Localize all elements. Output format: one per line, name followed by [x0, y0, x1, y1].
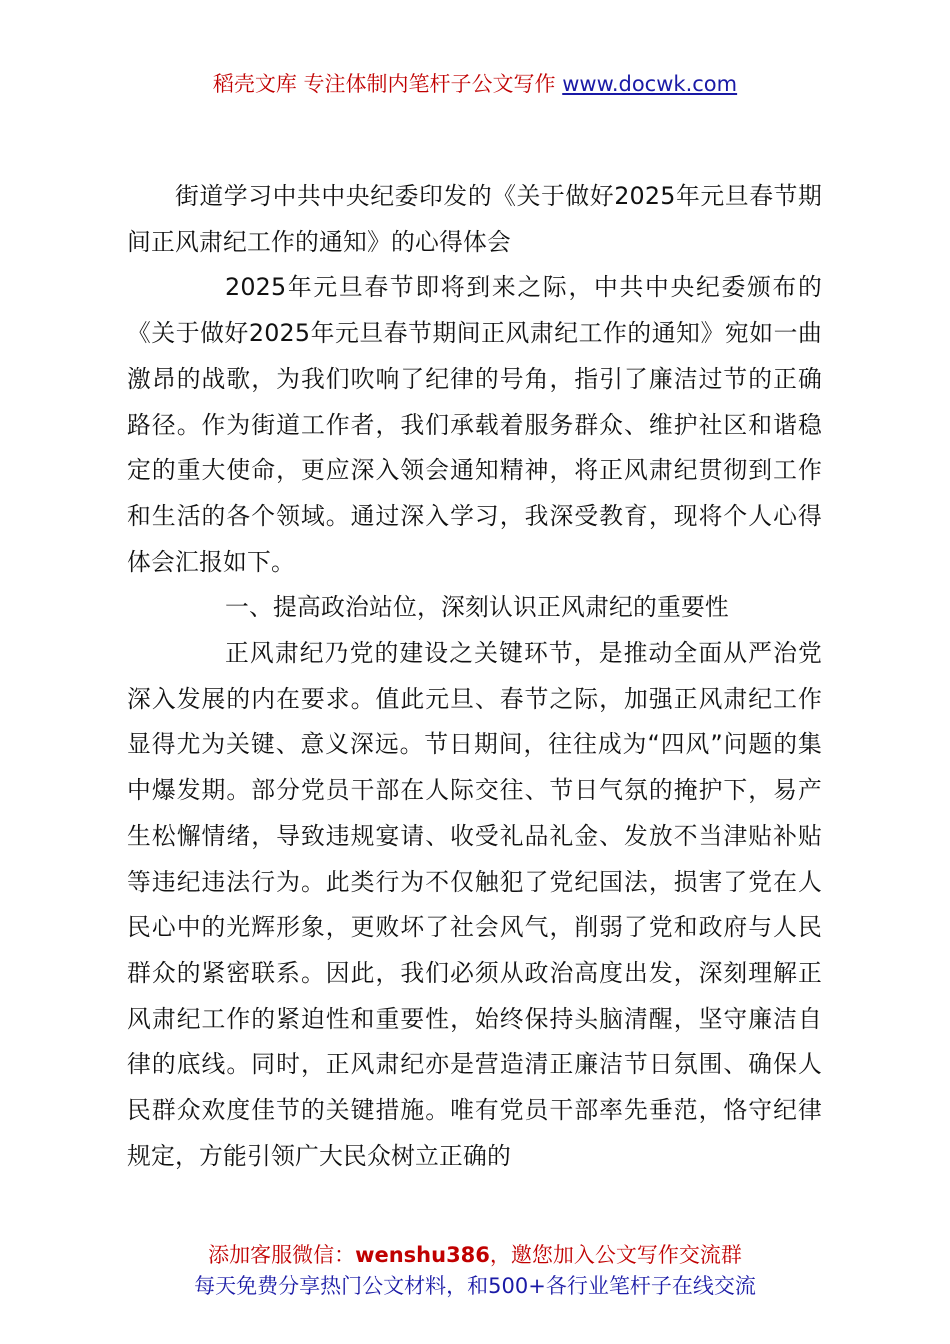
paragraph-body: 正风肃纪乃党的建设之关键环节，是推动全面从严治党深入发展的内在要求。值此元旦、春节之际，加强正风肃纪工作显得尤为关键、意义深远。节日期间，往往成为“四风”问题的集中爆发期。部分党员干部在人际交往、节日气氛的掩护下，易产生松懈情绪，导致违规宴请、收受礼品礼金、发放不当津贴补贴等违纪违法行为。此类行为不仅触犯了党纪国法，损害了党在人民心中的光辉形象，更败坏了社会风气，削弱了党和政府与人民群众的紧密联系。因此，我们必须从政治高度出发，深刻理解正风肃纪工作的紧迫性和重要性，始终保持头脑清醒，坚守廉洁自律的底线。同时，正风肃纪亦是营造清正廉洁节日氛围、确保人民群众欢度佳节的关键措施。唯有党员干部率先垂范，恪守纪律规定，方能引领广大民众树立正确的 [127, 639, 822, 1170]
wechat-id: wenshu386 [355, 1243, 490, 1267]
document-body [127, 174, 822, 1179]
header-banner [0, 68, 950, 100]
header-link[interactable]: www.docwk.com [562, 72, 738, 96]
document-title: 街道学习中共中央纪委印发的《关于做好2025年元旦春节期间正风肃纪工作的通知》的心得体会 [127, 182, 822, 256]
footer-banner [0, 1240, 950, 1302]
footer-suffix: ，邀您加入公文写作交流群 [489, 1243, 742, 1267]
header-text: 稻壳文库 专注体制内笔杆子公文写作 [212, 72, 563, 96]
section-heading: 一、提高政治站位，深刻认识正风肃纪的重要性 [225, 593, 729, 622]
footer-prefix: 添加客服微信： [208, 1243, 356, 1267]
paragraph-intro: 2025年元旦春节即将到来之际，中共中央纪委颁布的《关于做好2025年元旦春节期间正风肃纪工作的通知》宛如一曲激昂的战歌，为我们吹响了纪律的号角，指引了廉洁过节的正确路径。作为街道工作者，我们承载着服务群众、维护社区和谐稳定的重大使命，更应深入领会通知精神，将正风肃纪贯彻到工作和生活的各个领域。通过深入学习，我深受教育，现将个人心得体会汇报如下。 [127, 273, 822, 576]
footer-line-2: 每天免费分享热门公文材料，和500+各行业笔杆子在线交流 [194, 1274, 756, 1298]
footer-line-1 [0, 1240, 950, 1271]
